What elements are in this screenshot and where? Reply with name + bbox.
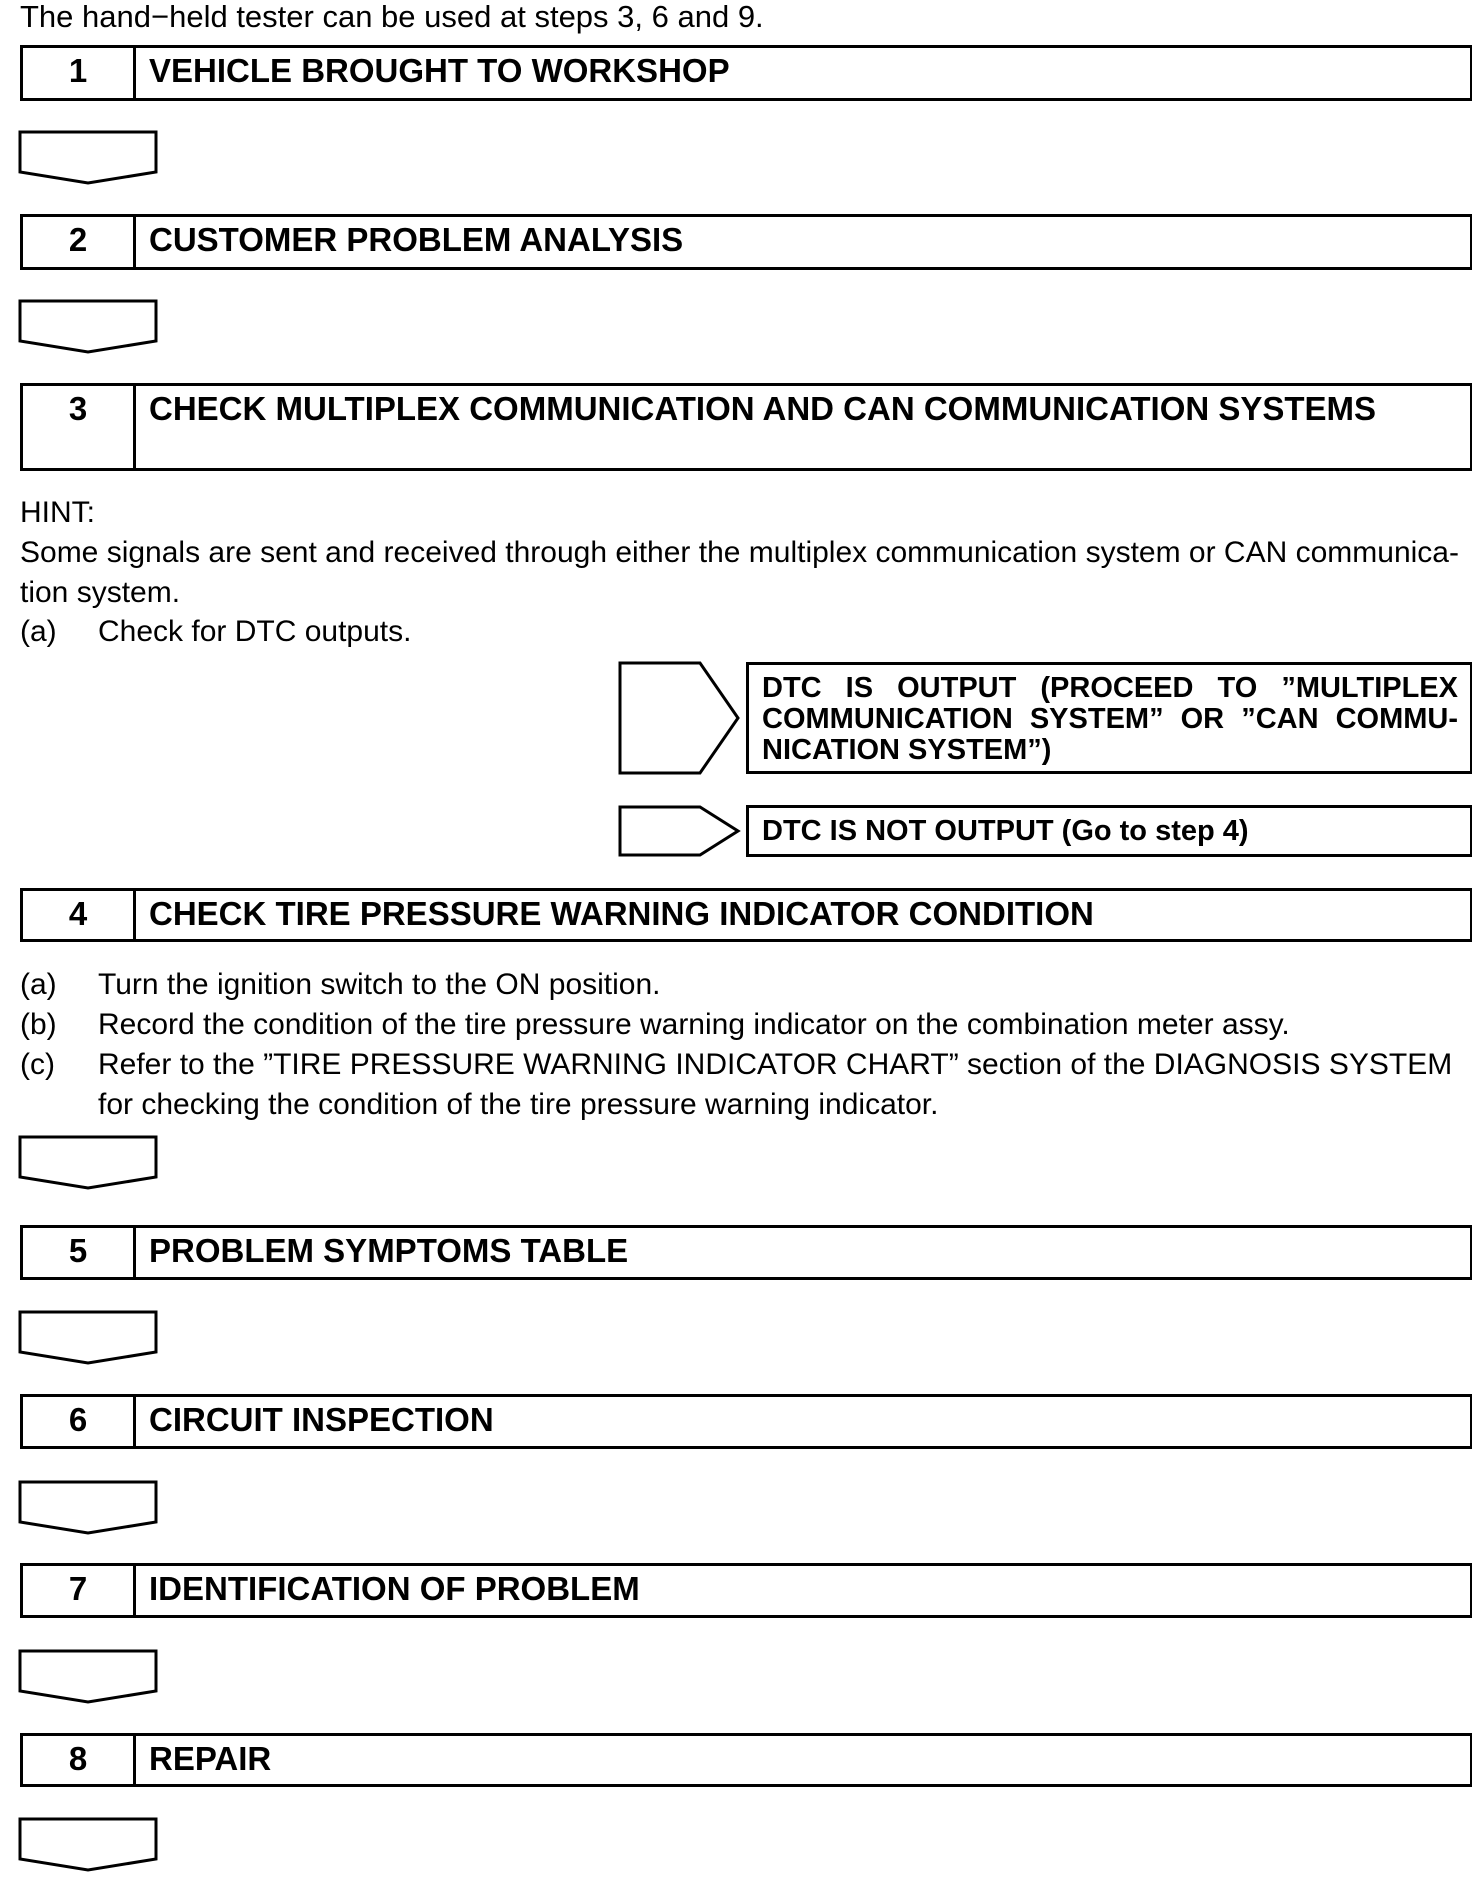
result-dtc-output-box xyxy=(746,662,1472,774)
result-text-line-2: COMMUNICATION SYSTEM” OR ”CAN COMMU- xyxy=(762,703,1458,735)
item-text: Record the condition of the tire pressure warning indicator on the combination meter assy. xyxy=(98,1008,1290,1041)
step-3-box xyxy=(20,383,1472,471)
result-dtc-not-output-box xyxy=(746,805,1472,857)
step-8-box xyxy=(20,1733,1472,1787)
step-number: 2 xyxy=(23,217,136,267)
step-5-box xyxy=(20,1225,1472,1280)
right-arrow-icon xyxy=(618,805,742,857)
step-title: CIRCUIT INSPECTION xyxy=(149,1401,494,1438)
step-2-box xyxy=(20,214,1472,270)
step-1-box xyxy=(20,45,1472,101)
step-number: 7 xyxy=(23,1566,136,1615)
hint-label: HINT: xyxy=(20,496,95,529)
down-arrow-icon xyxy=(18,130,158,186)
down-arrow-icon xyxy=(18,1649,158,1705)
down-arrow-icon xyxy=(18,1480,158,1536)
item-text: Refer to the ”TIRE PRESSURE WARNING INDICATOR CHART” section of the DIAGNOSIS SYSTEM xyxy=(98,1048,1453,1081)
step-number: 3 xyxy=(23,386,136,468)
item-label: (a) xyxy=(20,615,57,648)
step-number: 1 xyxy=(23,48,136,98)
step-title: PROBLEM SYMPTOMS TABLE xyxy=(149,1232,629,1269)
item-label: (a) xyxy=(20,968,57,1001)
item-label: (b) xyxy=(20,1008,57,1041)
intro-text: The hand−held tester can be used at steps 3, 6 and 9. xyxy=(20,0,764,34)
hint-text-line-1: Some signals are sent and received through either the multiplex communication system or CAN communica- xyxy=(20,536,1459,569)
step-title: IDENTIFICATION OF PROBLEM xyxy=(149,1570,640,1607)
step-number: 6 xyxy=(23,1397,136,1446)
step-title: CUSTOMER PROBLEM ANALYSIS xyxy=(149,221,684,258)
down-arrow-icon xyxy=(18,299,158,355)
step-number: 4 xyxy=(23,891,136,939)
step-title: VEHICLE BROUGHT TO WORKSHOP xyxy=(149,52,730,89)
down-arrow-icon xyxy=(18,1817,158,1873)
hint-text-line-2: tion system. xyxy=(20,576,181,609)
step-title: REPAIR xyxy=(149,1740,272,1777)
item-label: (c) xyxy=(20,1048,55,1081)
step-6-box xyxy=(20,1394,1472,1449)
down-arrow-icon xyxy=(18,1135,158,1191)
result-text-line-3: NICATION SYSTEM”) xyxy=(762,734,1052,766)
step-title: CHECK TIRE PRESSURE WARNING INDICATOR CONDITION xyxy=(149,895,1094,932)
step-number: 5 xyxy=(23,1228,136,1277)
down-arrow-icon xyxy=(18,1310,158,1366)
item-text: Turn the ignition switch to the ON position. xyxy=(98,968,661,1001)
step-number: 8 xyxy=(23,1736,136,1784)
step-title: CHECK MULTIPLEX COMMUNICATION AND CAN COMMUNICATION SYSTEMS xyxy=(149,390,1377,427)
result-text: DTC IS NOT OUTPUT (Go to step 4) xyxy=(762,815,1249,847)
item-text: Check for DTC outputs. xyxy=(98,615,412,648)
right-arrow-icon xyxy=(618,661,742,775)
step-4-box xyxy=(20,888,1472,942)
step-7-box xyxy=(20,1563,1472,1618)
result-text-line-1: DTC IS OUTPUT (PROCEED TO ”MULTIPLEX xyxy=(762,672,1458,704)
item-text: for checking the condition of the tire pressure warning indicator. xyxy=(98,1088,939,1121)
